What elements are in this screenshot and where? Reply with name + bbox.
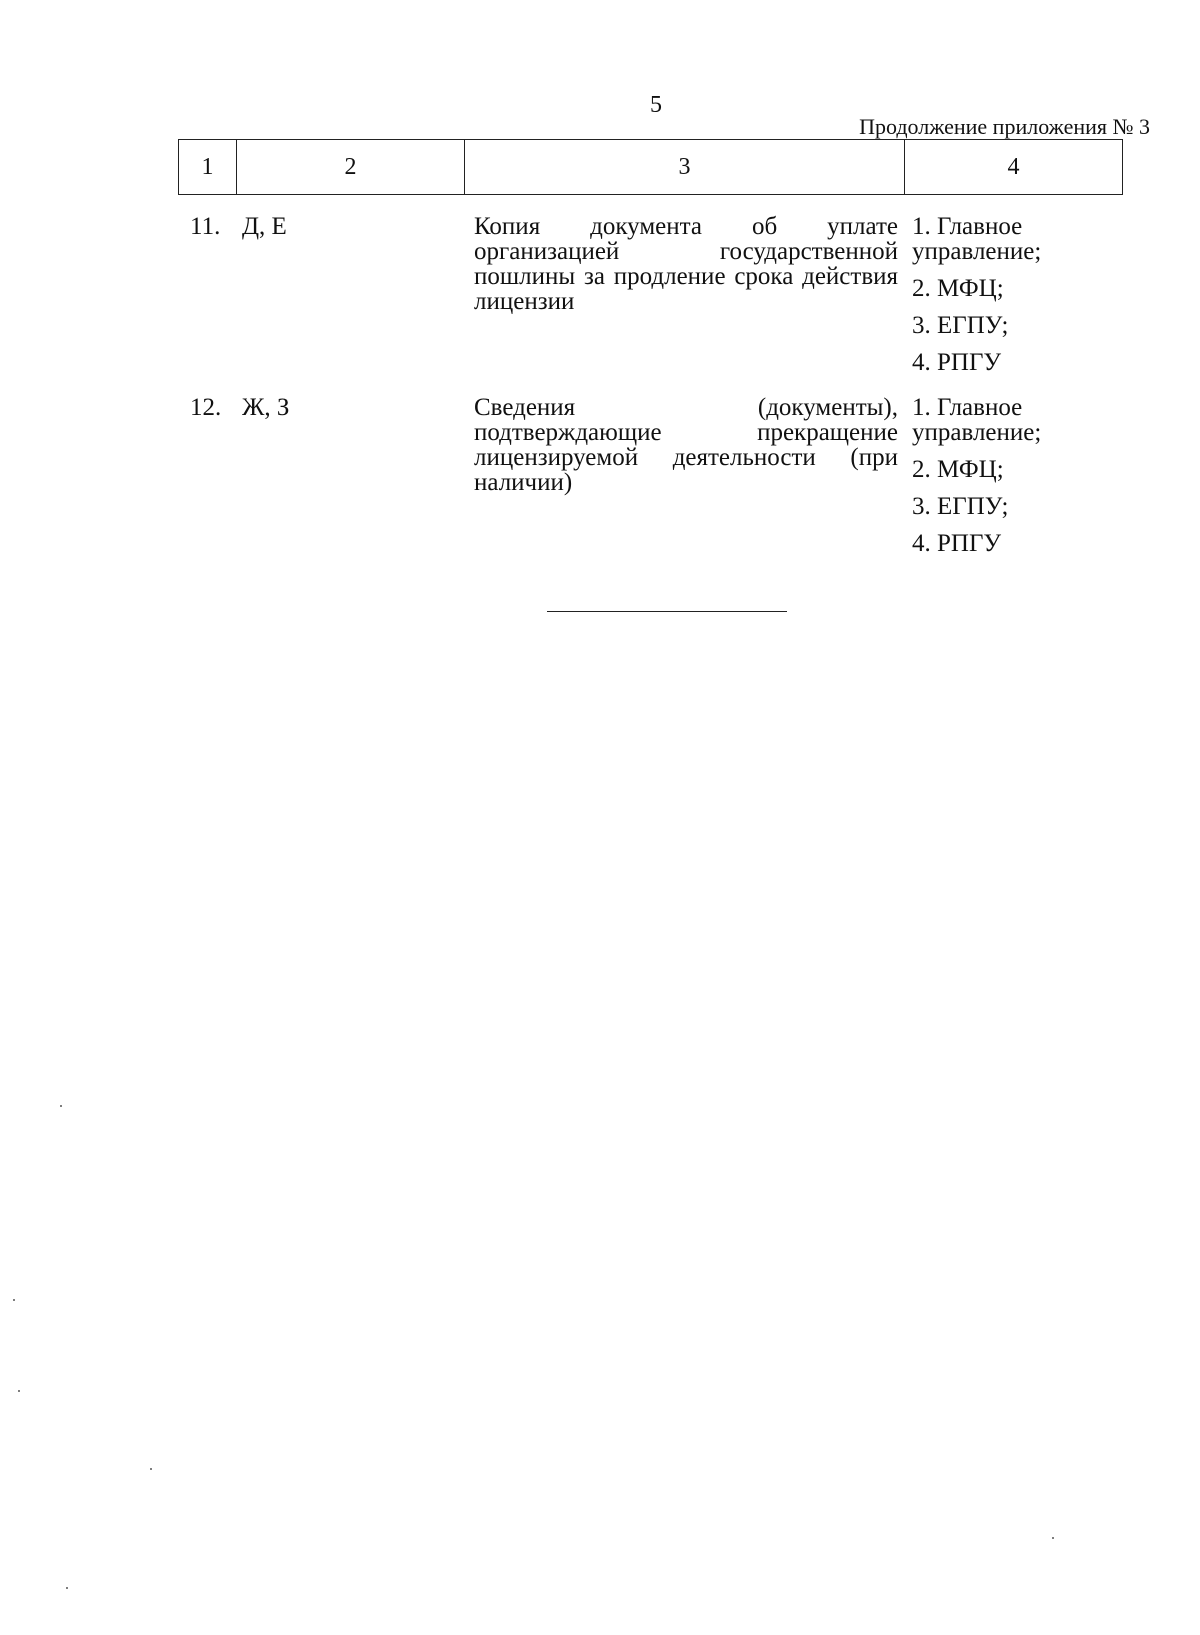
channel-item: 3. ЕГПУ;: [912, 493, 1009, 520]
channel-item: 2. МФЦ;: [912, 275, 1004, 302]
closing-divider: [547, 611, 787, 612]
scan-speck: [13, 1299, 15, 1301]
row-number: 12.: [190, 394, 222, 421]
scan-speck: [150, 1468, 152, 1470]
channel-item: 2. МФЦ;: [912, 456, 1004, 483]
scan-speck: [18, 1390, 20, 1392]
row-letters: Д, Е: [242, 213, 287, 240]
channel-item: 4. РПГУ: [912, 349, 1002, 376]
row-number: 11.: [190, 213, 221, 240]
channel-item: 1. Главное управление;: [912, 394, 1042, 446]
scan-speck: [60, 1105, 62, 1107]
channel-item: 4. РПГУ: [912, 530, 1002, 557]
column-header-4: 4: [905, 140, 1123, 195]
row-description: Копия документа об уплате организацией государственной пошлины за продление срока действия лицензии: [474, 213, 898, 315]
column-header-table: [178, 139, 1123, 195]
submission-channels-list: [912, 214, 1132, 387]
scan-speck: [1052, 1537, 1054, 1539]
scan-speck: [66, 1587, 68, 1589]
channel-item: 3. ЕГПУ;: [912, 312, 1009, 339]
column-header-1: 1: [179, 140, 237, 195]
row-letters: Ж, З: [242, 394, 290, 421]
channel-item: 1. Главное управление;: [912, 213, 1042, 265]
column-header-row: [179, 140, 1123, 195]
submission-channels-list: [912, 395, 1132, 568]
row-description: Сведения (документы), подтверждающие прекращение лицензируемой деятельности (при наличии): [474, 394, 898, 496]
column-header-3: 3: [465, 140, 905, 195]
column-header-2: 2: [237, 140, 465, 195]
continuation-note: Продолжение приложения № 3: [859, 114, 1150, 139]
page-number: 5: [650, 92, 662, 118]
